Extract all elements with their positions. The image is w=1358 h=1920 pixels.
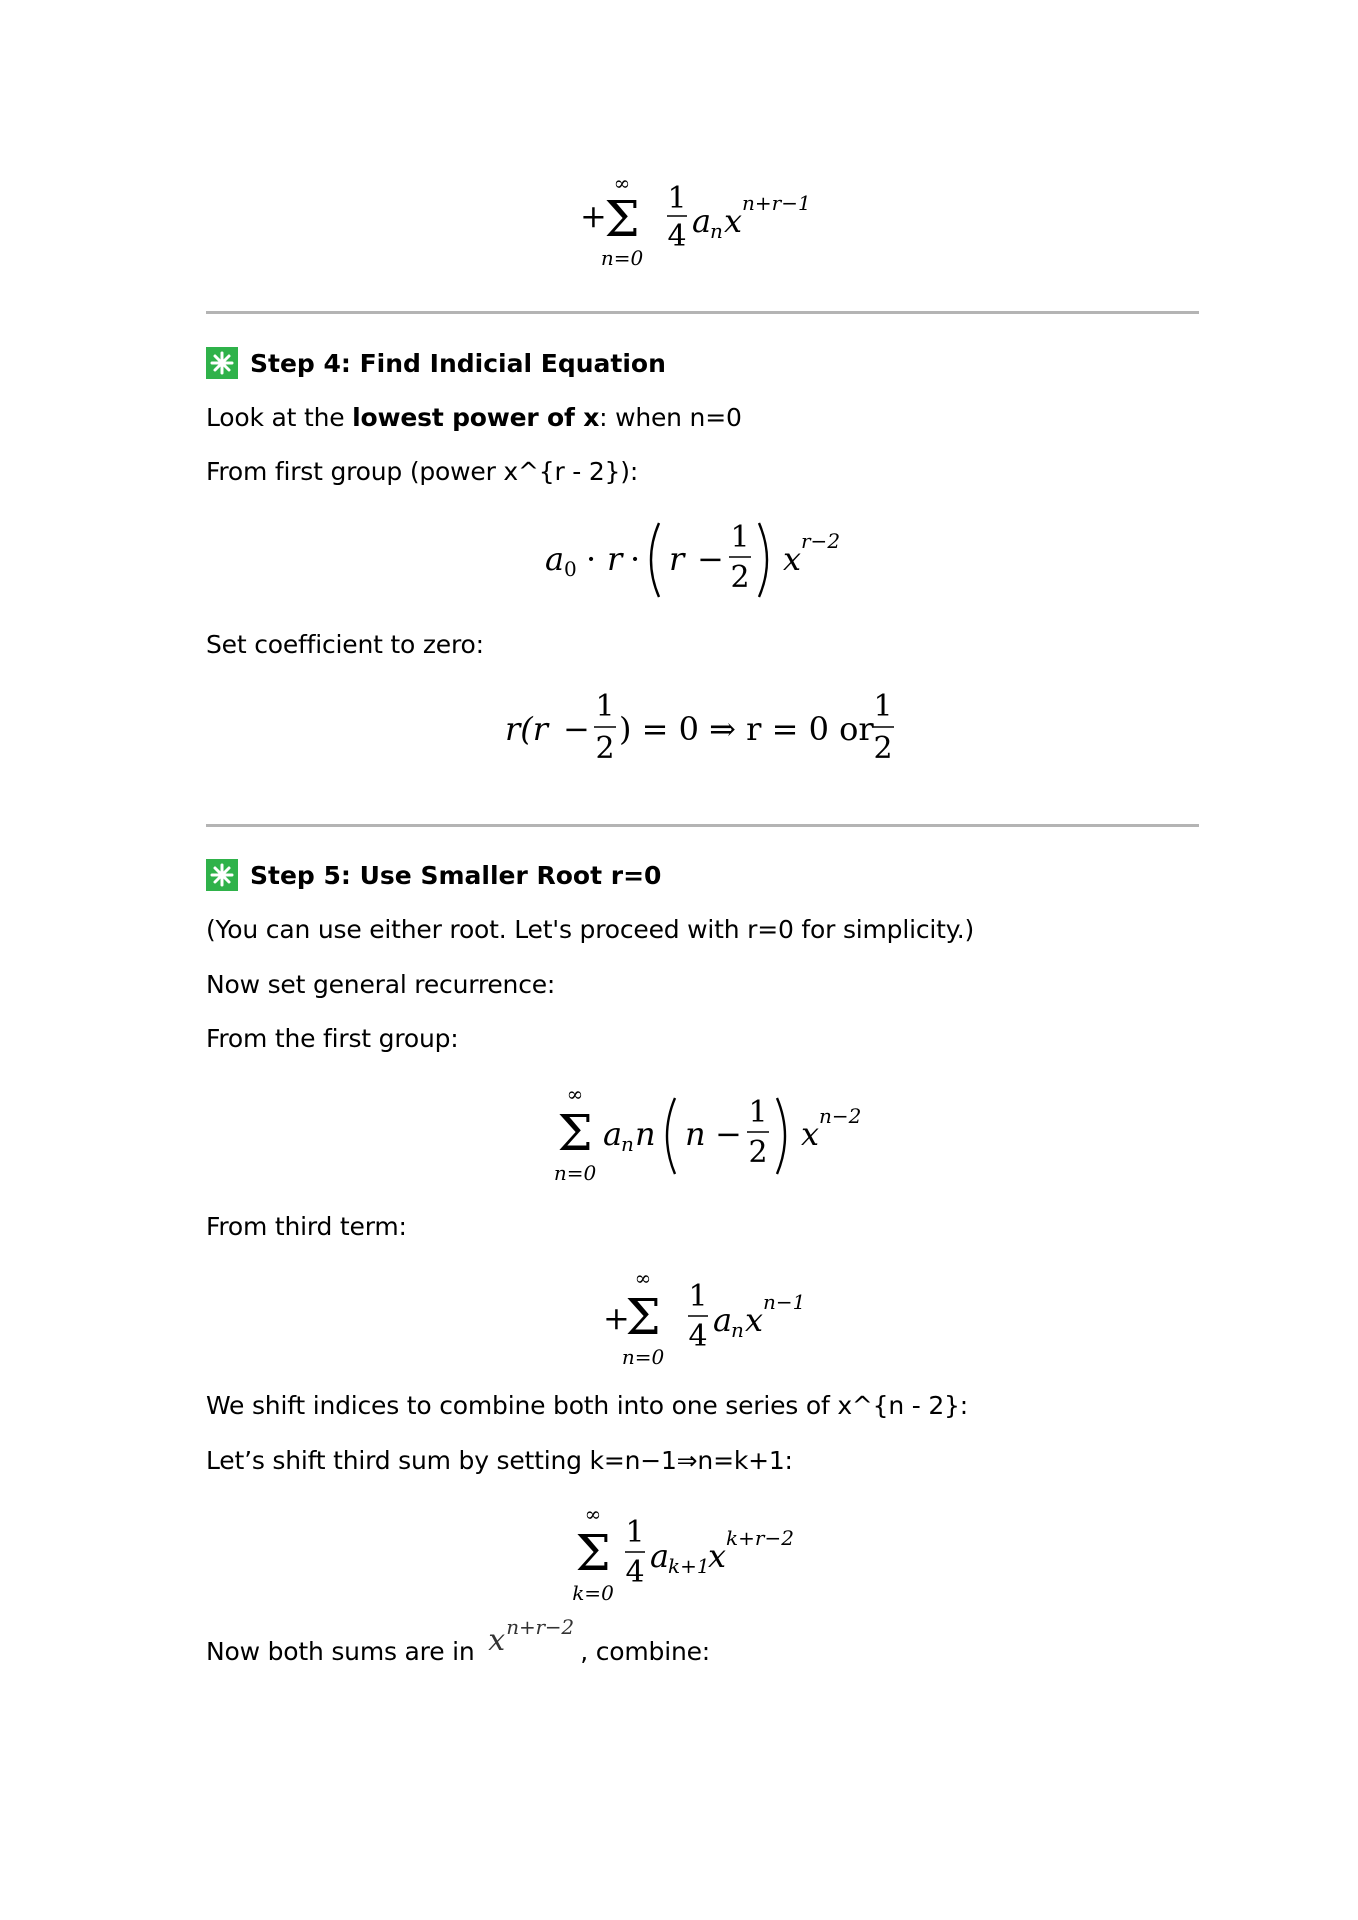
eq-top-exponent: n+r−1 xyxy=(742,191,811,215)
eq53-a: a xyxy=(650,1537,670,1575)
eq41-a-sub: 0 xyxy=(564,557,577,581)
eq52-sign: + xyxy=(603,1299,630,1337)
eq53-a-sub: k+1 xyxy=(668,1554,710,1578)
step5-line7-prefix: Now both sums are in xyxy=(206,1637,475,1666)
eq42-num: 1 xyxy=(595,690,615,724)
eq51-a: a xyxy=(603,1115,623,1153)
eq51-inner-n: n xyxy=(685,1115,706,1153)
step5-line1: (You can use either root. Let's proceed with r=0 for simplicity.) xyxy=(206,915,975,944)
eq51-den: 2 xyxy=(748,1135,768,1170)
eq51-paren-right xyxy=(777,1098,785,1174)
eight-spoked-asterisk-icon xyxy=(206,859,238,891)
step5-line7-suffix: , combine: xyxy=(580,1637,711,1666)
divider-2 xyxy=(206,824,1199,827)
eq52-var: x xyxy=(745,1301,764,1339)
step5-line7-exp: n+r−2 xyxy=(506,1615,574,1639)
eq52-sum-bottom: n=0 xyxy=(621,1345,665,1369)
step5-line3: From the first group: xyxy=(206,1024,459,1053)
eq41-dot2: · xyxy=(630,540,641,578)
eq41-den: 2 xyxy=(730,560,750,595)
eq52-num: 1 xyxy=(688,1279,708,1314)
eq52-sigma: Σ xyxy=(625,1288,661,1346)
step4-line1-bold: lowest power of x xyxy=(352,403,600,432)
equation-first-group xyxy=(545,1082,875,1192)
eq53-den: 4 xyxy=(625,1555,645,1590)
step5-line6: Let’s shift third sum by setting k=n−1⇒n=k+1: xyxy=(206,1446,793,1475)
eq-top-sigma: Σ xyxy=(604,190,640,248)
step4-title: Step 4: Find Indicial Equation xyxy=(250,348,666,378)
eq-top-sign: + xyxy=(580,197,607,235)
eq-top-var: x xyxy=(724,202,743,240)
step4-line1-suffix: : when n=0 xyxy=(599,403,742,432)
eq42-den2: 2 xyxy=(873,731,893,766)
eq51-exp: n−2 xyxy=(819,1104,862,1128)
step5-heading xyxy=(206,857,661,893)
equation-top-series xyxy=(570,170,830,270)
eq51-num: 1 xyxy=(748,1095,768,1130)
eq-top-term-sub: n xyxy=(710,219,723,243)
step5-line7 xyxy=(206,1615,711,1667)
eq51-a-sub: n xyxy=(621,1132,634,1156)
equation-indicial-roots xyxy=(505,690,905,780)
eq42-minus: − xyxy=(563,710,590,748)
eq51-var: x xyxy=(801,1115,820,1153)
step5-line2: Now set general recurrence: xyxy=(206,970,556,999)
eq53-num: 1 xyxy=(625,1515,645,1550)
eq41-dot1: · xyxy=(586,540,597,578)
equation-third-term xyxy=(595,1266,835,1370)
eq-top-sum-bottom: n=0 xyxy=(600,246,644,270)
eq42-den: 2 xyxy=(595,731,615,766)
eq53-sum-bottom: k=0 xyxy=(572,1581,614,1605)
eq41-var: x xyxy=(783,540,802,578)
eq52-sum-top: ∞ xyxy=(634,1266,652,1290)
eq51-n: n xyxy=(635,1115,656,1153)
equation-indicial-coefficient xyxy=(545,515,865,605)
eq41-paren-left xyxy=(651,523,659,597)
step4-line1 xyxy=(206,403,742,433)
eq41-minus: − xyxy=(697,540,724,578)
eq52-a-sub: n xyxy=(731,1318,744,1342)
eight-spoked-asterisk-icon xyxy=(206,347,238,379)
equation-shifted-sum xyxy=(565,1502,825,1606)
eq42-lhs: r(r xyxy=(505,710,549,748)
eq52-a: a xyxy=(713,1301,733,1339)
step4-heading xyxy=(206,345,666,381)
step4-line2: From first group (power x^{r - 2}): xyxy=(206,457,639,486)
step5-line5: We shift indices to combine both into one series of x^{n - 2}: xyxy=(206,1391,968,1420)
eq53-exp: k+r−2 xyxy=(726,1526,794,1550)
eq42-rhs: ) = 0 ⇒ r = 0 or xyxy=(619,710,874,748)
eq51-paren-left xyxy=(667,1098,675,1174)
eq41-a: a xyxy=(545,540,565,578)
step4-line1-prefix: Look at the xyxy=(206,403,353,432)
eq41-r: r xyxy=(607,540,623,578)
step5-title: Step 5: Use Smaller Root r=0 xyxy=(250,860,662,890)
eq41-num: 1 xyxy=(730,520,750,555)
eq53-sum-top: ∞ xyxy=(584,1502,602,1526)
step5-line7-math xyxy=(488,1615,580,1660)
eq-top-frac-num: 1 xyxy=(667,181,687,216)
eq42-num2: 1 xyxy=(873,690,893,724)
eq-top-term: a xyxy=(692,202,712,240)
eq41-exp: r−2 xyxy=(801,529,841,553)
eq41-inner-r: r xyxy=(669,540,685,578)
eq51-sum-bottom: n=0 xyxy=(553,1161,597,1185)
eq-top-sum-top: ∞ xyxy=(613,171,631,195)
eq-top-frac-den: 4 xyxy=(667,219,687,254)
eq53-sigma: Σ xyxy=(575,1524,611,1582)
eq51-sum-top: ∞ xyxy=(566,1082,584,1106)
step5-line7-var: x xyxy=(488,1623,505,1658)
eq41-paren-right xyxy=(759,523,767,597)
eq51-minus: − xyxy=(715,1115,742,1153)
eq52-exp: n−1 xyxy=(763,1290,806,1314)
step5-line4: From third term: xyxy=(206,1212,407,1241)
eq53-var: x xyxy=(708,1537,727,1575)
eq51-sigma: Σ xyxy=(557,1104,593,1162)
divider-1 xyxy=(206,311,1199,314)
eq52-den: 4 xyxy=(688,1319,708,1354)
step4-line3: Set coefficient to zero: xyxy=(206,630,484,659)
